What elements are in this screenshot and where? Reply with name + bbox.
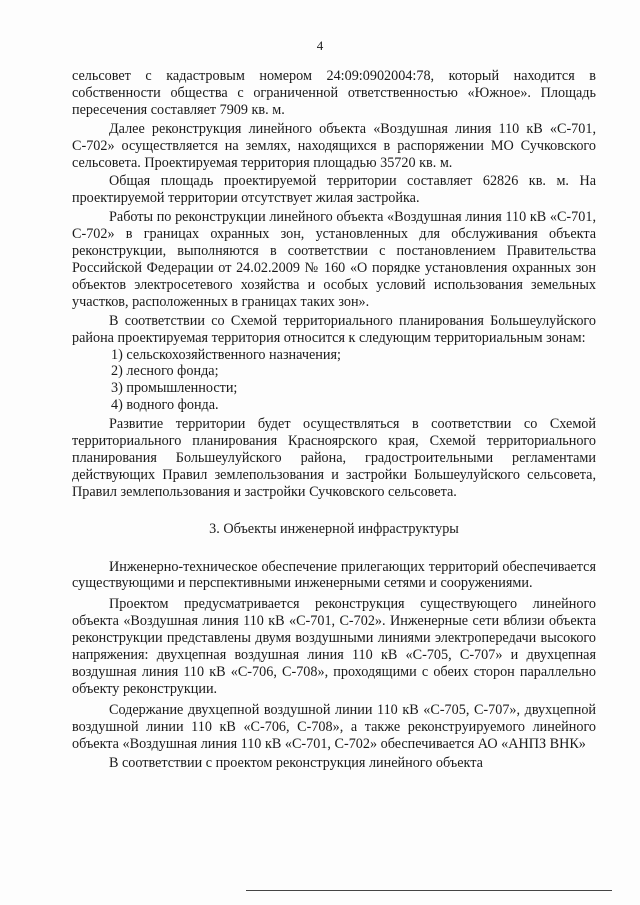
- paragraph-5: В соответствии со Схемой территориального планирования Большеулуйского района проектируемая территория относится к следующим территориальным зонам:: [72, 312, 596, 346]
- list-item: 4) водного фонда.: [111, 397, 219, 414]
- list-item: 2) лесного фонда;: [111, 363, 219, 380]
- page-number: 4: [316, 38, 324, 53]
- paragraph-7: Инженерно-техническое обеспечение прилегающих территорий обеспечивается существующими и перспективными инженерными сетями и сооружениями.: [72, 558, 596, 592]
- section-heading: 3. Объекты инженерной инфраструктуры: [209, 520, 459, 537]
- paragraph-2: Далее реконструкция линейного объекта «Воздушная линия 110 кВ «С-701, С-702» осуществляется на землях, находящихся в распоряжении МО Сучковского сельсовета. Проектируемая территория площадью 35720 кв. м.: [72, 120, 596, 171]
- paragraph-10: В соответствии с проектом реконструкция линейного объекта: [109, 754, 483, 771]
- paragraph-9: Содержание двухцепной воздушной линии 110 кВ «С-705, С-707», двухцепной воздушной линии 110 кВ «С-706, С-708», а также реконструируемого линейного объекта «Воздушная линия 110 кВ «С-701, С-702» обеспечивается АО «АНПЗ ВНК»: [72, 701, 596, 752]
- paragraph-6: Развитие территории будет осуществляться в соответствии со Схемой территориального планирования Красноярского края, Схемой территориального планирования Большеулуйского района, градостроительными регламентами действующих Правил землепользования и застройки Большеулуйского сельсовета, Правил землепользования и застройки Сучковского сельсовета.: [72, 416, 596, 500]
- paragraph-8: Проектом предусматривается реконструкция существующего линейного объекта «Воздушная линия 110 кВ «С-701, С-702». Инженерные сети вблизи объекта реконструкции представлены двумя воздушными линиями электропередачи высокого напряжения: двухцепная воздушная линия 110 кВ «С-705, С-707» и двухцепная воздушная линия 110 кВ «С-706, С-708», проходящими с обеих сторон параллельно объекту реконструкции.: [72, 596, 596, 697]
- bottom-rule: [246, 890, 612, 891]
- list-item: 3) промышленности;: [111, 380, 238, 397]
- territorial-zones-list: [72, 347, 596, 415]
- paragraph-1: сельсовет с кадастровым номером 24:09:0902004:78, который находится в собственности общества с ограниченной ответственностью «Южное». Площадь пересечения составляет 7909 кв. м.: [72, 68, 596, 118]
- paragraph-4: Работы по реконструкции линейного объекта «Воздушная линия 110 кВ «С-701, С-702» в границах охранных зон, установленных для обслуживания объекта реконструкции, выполняются в соответствии с постановлением Правительства Российской Федерации от 24.02.2009 № 160 «О порядке установления охранных зон объектов электросетевого хозяйства и особых условий использования земельных участков, расположенных в границах таких зон».: [72, 209, 596, 310]
- list-item: 1) сельскохозяйственного назначения;: [111, 346, 341, 363]
- paragraph-3: Общая площадь проектируемой территории составляет 62826 кв. м. На проектируемой территории отсутствует жилая застройка.: [72, 173, 596, 207]
- document-body: [72, 68, 596, 771]
